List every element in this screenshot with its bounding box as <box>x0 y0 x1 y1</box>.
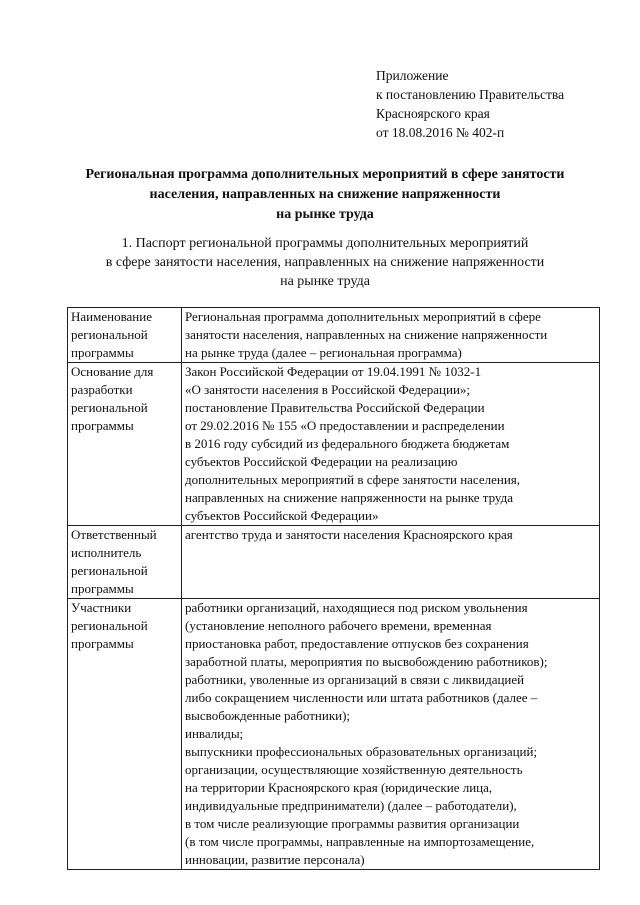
value-line: либо сокращением численности или штата работников (далее – <box>185 690 538 705</box>
label-line: программы <box>71 581 134 596</box>
table-row <box>68 308 600 363</box>
label-line: Основание для <box>71 364 154 379</box>
table-row <box>68 599 600 870</box>
label-line: исполнитель <box>71 545 142 560</box>
value-line: заработной платы, мероприятия по высвобождению работников); <box>185 654 548 669</box>
value-line: субъектов Российской Федерации» <box>185 508 379 523</box>
row-value <box>182 363 600 526</box>
label-line: Ответственный <box>71 527 157 542</box>
value-line: дополнительных мероприятий в сфере занятости населения, <box>185 472 521 487</box>
value-line: субъектов Российской Федерации на реализацию <box>185 454 458 469</box>
program-title <box>40 165 610 225</box>
value-line: (установление неполного рабочего времени, временная <box>185 618 492 633</box>
row-value <box>182 526 600 599</box>
section-line: на рынке труда <box>280 274 370 289</box>
value-line: на территории Красноярского края (юридические лица, <box>185 780 493 795</box>
label-line: разработки <box>71 382 133 397</box>
value-line: агентство труда и занятости населения Красноярского края <box>185 527 513 542</box>
value-line: в том числе реализующие программы развития организации <box>185 816 520 831</box>
value-line: работники организаций, находящиеся под риском увольнения <box>185 600 528 615</box>
title-line: Региональная программа дополнительных мероприятий в сфере занятости <box>85 167 565 182</box>
value-line: инновации, развитие персонала) <box>185 852 365 867</box>
value-line: на рынке труда (далее – региональная программа) <box>185 345 462 360</box>
value-line: направленных на снижение напряженности на рынке труда <box>185 490 513 505</box>
value-line: «О занятости населения в Российской Федерации»; <box>185 382 471 397</box>
table-row <box>68 363 600 526</box>
value-line: индивидуальные предприниматели) (далее – работодатели), <box>185 798 517 813</box>
value-line: работники, уволенные из организаций в связи с ликвидацией <box>185 672 525 687</box>
table-row <box>68 526 600 599</box>
label-line: Наименование <box>71 309 152 324</box>
appendix-line: к постановлению Правительства <box>376 87 565 102</box>
appendix-line: Приложение <box>376 68 449 83</box>
appendix-header <box>376 66 564 142</box>
section-heading <box>40 234 610 291</box>
row-value <box>182 599 600 870</box>
appendix-line: Красноярского края <box>376 106 490 121</box>
value-line: занятости населения, направленных на снижение напряженности <box>185 327 548 342</box>
label-line: региональной <box>71 327 148 342</box>
label-line: региональной <box>71 400 148 415</box>
passport-table <box>67 307 600 870</box>
value-line: организации, осуществляющие хозяйственную деятельность <box>185 762 523 777</box>
value-line: постановление Правительства Российской Федерации <box>185 400 485 415</box>
row-label <box>68 526 182 599</box>
label-line: региональной <box>71 618 148 633</box>
row-value <box>182 308 600 363</box>
appendix-line: от 18.08.2016 № 402-п <box>376 125 505 140</box>
title-line: населения, направленных на снижение напряженности <box>149 187 501 202</box>
title-line: на рынке труда <box>276 207 374 222</box>
label-line: программы <box>71 636 134 651</box>
row-label <box>68 363 182 526</box>
section-line: 1. Паспорт региональной программы дополнительных мероприятий <box>121 236 529 251</box>
value-line: Региональная программа дополнительных мероприятий в сфере <box>185 309 541 324</box>
value-line: инвалиды; <box>185 726 244 741</box>
section-line: в сфере занятости населения, направленных на снижение напряженности <box>105 255 545 270</box>
value-line: высвобожденные работники); <box>185 708 351 723</box>
value-line: (в том числе программы, направленные на импортозамещение, <box>185 834 535 849</box>
value-line: выпускники профессиональных образовательных организаций; <box>185 744 538 759</box>
label-line: Участники <box>71 600 132 615</box>
value-line: Закон Российской Федерации от 19.04.1991 № 1032-1 <box>185 364 482 379</box>
label-line: программы <box>71 418 134 433</box>
value-line: в 2016 году субсидий из федерального бюджета бюджетам <box>185 436 510 451</box>
value-line: от 29.02.2016 № 155 «О предоставлении и распределении <box>185 418 505 433</box>
label-line: программы <box>71 345 134 360</box>
label-line: региональной <box>71 563 148 578</box>
row-label <box>68 308 182 363</box>
value-line: приостановка работ, предоставление отпусков без сохранения <box>185 636 529 651</box>
row-label <box>68 599 182 870</box>
